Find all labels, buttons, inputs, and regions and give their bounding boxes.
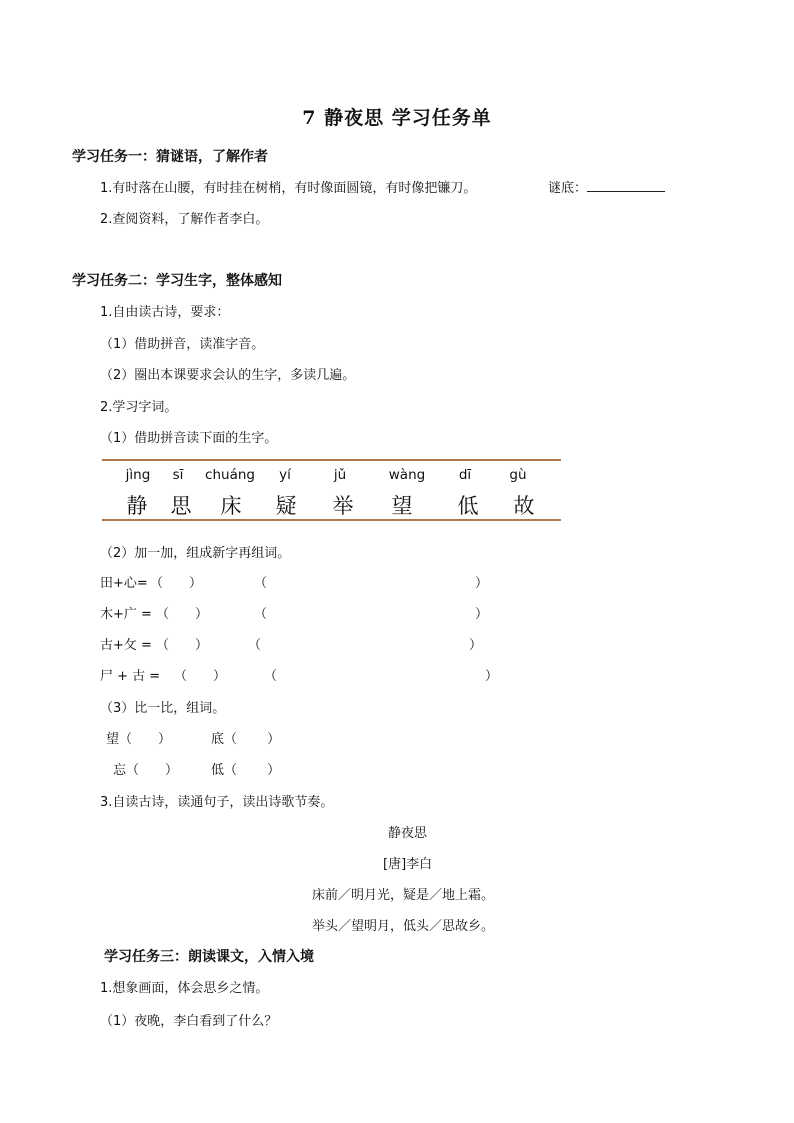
task2-heading: 学习任务二：学习生字，整体感知 [72,273,282,289]
task2-line7: （3）比一比，组词。 [100,701,226,716]
poem-line: 举头／望明月，低头／思故乡。 [312,919,495,934]
pinyin: jìng [125,467,151,483]
hanzi: 床 [220,494,242,518]
task1-heading: 学习任务一：猜谜语，了解作者 [72,149,268,165]
add-expr: 木+广 = [100,607,152,622]
compare-a[interactable]: 望（ ） [106,732,172,747]
riddle-answer [548,177,665,196]
hanzi: 思 [170,494,192,518]
table-bottom-rule [102,519,561,521]
hanzi: 举 [332,494,354,518]
task2-line8: 3.自读古诗，读通句子，读出诗歌节奏。 [100,795,334,810]
task2-line6: （2）加一加，组成新字再组词。 [100,546,291,561]
add-word-blank[interactable]: （ ） [254,607,489,622]
pinyin: wàng [388,467,426,483]
add-expr: 田+心= [100,576,148,591]
compare-b[interactable]: 底（ ） [211,732,281,747]
pinyin: chuáng [205,467,255,483]
hanzi: 低 [457,494,479,518]
compare-a[interactable]: 忘（ ） [113,763,179,778]
page-title: 7 静夜思 学习任务单 [302,107,492,129]
task3-heading: 学习任务三：朗读课文，入情入境 [104,949,314,965]
task2-line4: 2.学习字词。 [100,400,178,415]
add-char-blank[interactable]: （ ） [174,669,227,684]
task2-line5: （1）借助拼音读下面的生字。 [100,431,278,446]
pinyin: sī [172,467,184,483]
task3-line2: （1）夜晚，李白看到了什么？ [100,1014,278,1029]
hanzi: 静 [126,494,148,518]
add-word-blank[interactable]: （ ） [264,669,499,684]
poem-line: 床前／明月光，疑是／地上霜。 [312,888,495,903]
pinyin: gù [509,467,527,483]
task2-line1: 1.自由读古诗，要求： [100,305,230,320]
add-word-blank[interactable]: （ ） [248,638,483,653]
add-char-blank[interactable]: （ ） [156,607,209,622]
pinyin: yí [279,467,291,483]
hanzi: 疑 [275,494,297,518]
riddle-text: 1.有时落在山腰，有时挂在树梢，有时像面圆镜，有时像把镰刀。 [100,181,477,196]
riddle-answer-label: 谜底： [548,181,588,196]
task2-line3: （2）圈出本课要求会认的生字，多读几遍。 [100,368,356,383]
add-expr: 尸 + 古 = [100,669,161,684]
add-expr: 古+攵 = [100,638,152,653]
task3-line1: 1.想象画面，体会思乡之情。 [100,981,269,996]
task2-line2: （1）借助拼音，读准字音。 [100,337,265,352]
poem-author: [唐]李白 [383,857,433,872]
poem-title: 静夜思 [388,826,428,841]
add-char-blank[interactable]: （ ） [150,576,203,591]
hanzi: 望 [391,494,413,518]
compare-b[interactable]: 低（ ） [211,763,281,778]
riddle-answer-blank[interactable] [587,179,665,192]
task1-line2: 2.查阅资料，了解作者李白。 [100,212,269,227]
add-char-blank[interactable]: （ ） [156,638,209,653]
pinyin: dī [458,467,472,483]
pinyin: jǔ [333,467,347,483]
table-top-rule [102,459,561,461]
hanzi: 故 [513,494,535,518]
add-word-blank[interactable]: （ ） [254,576,489,591]
